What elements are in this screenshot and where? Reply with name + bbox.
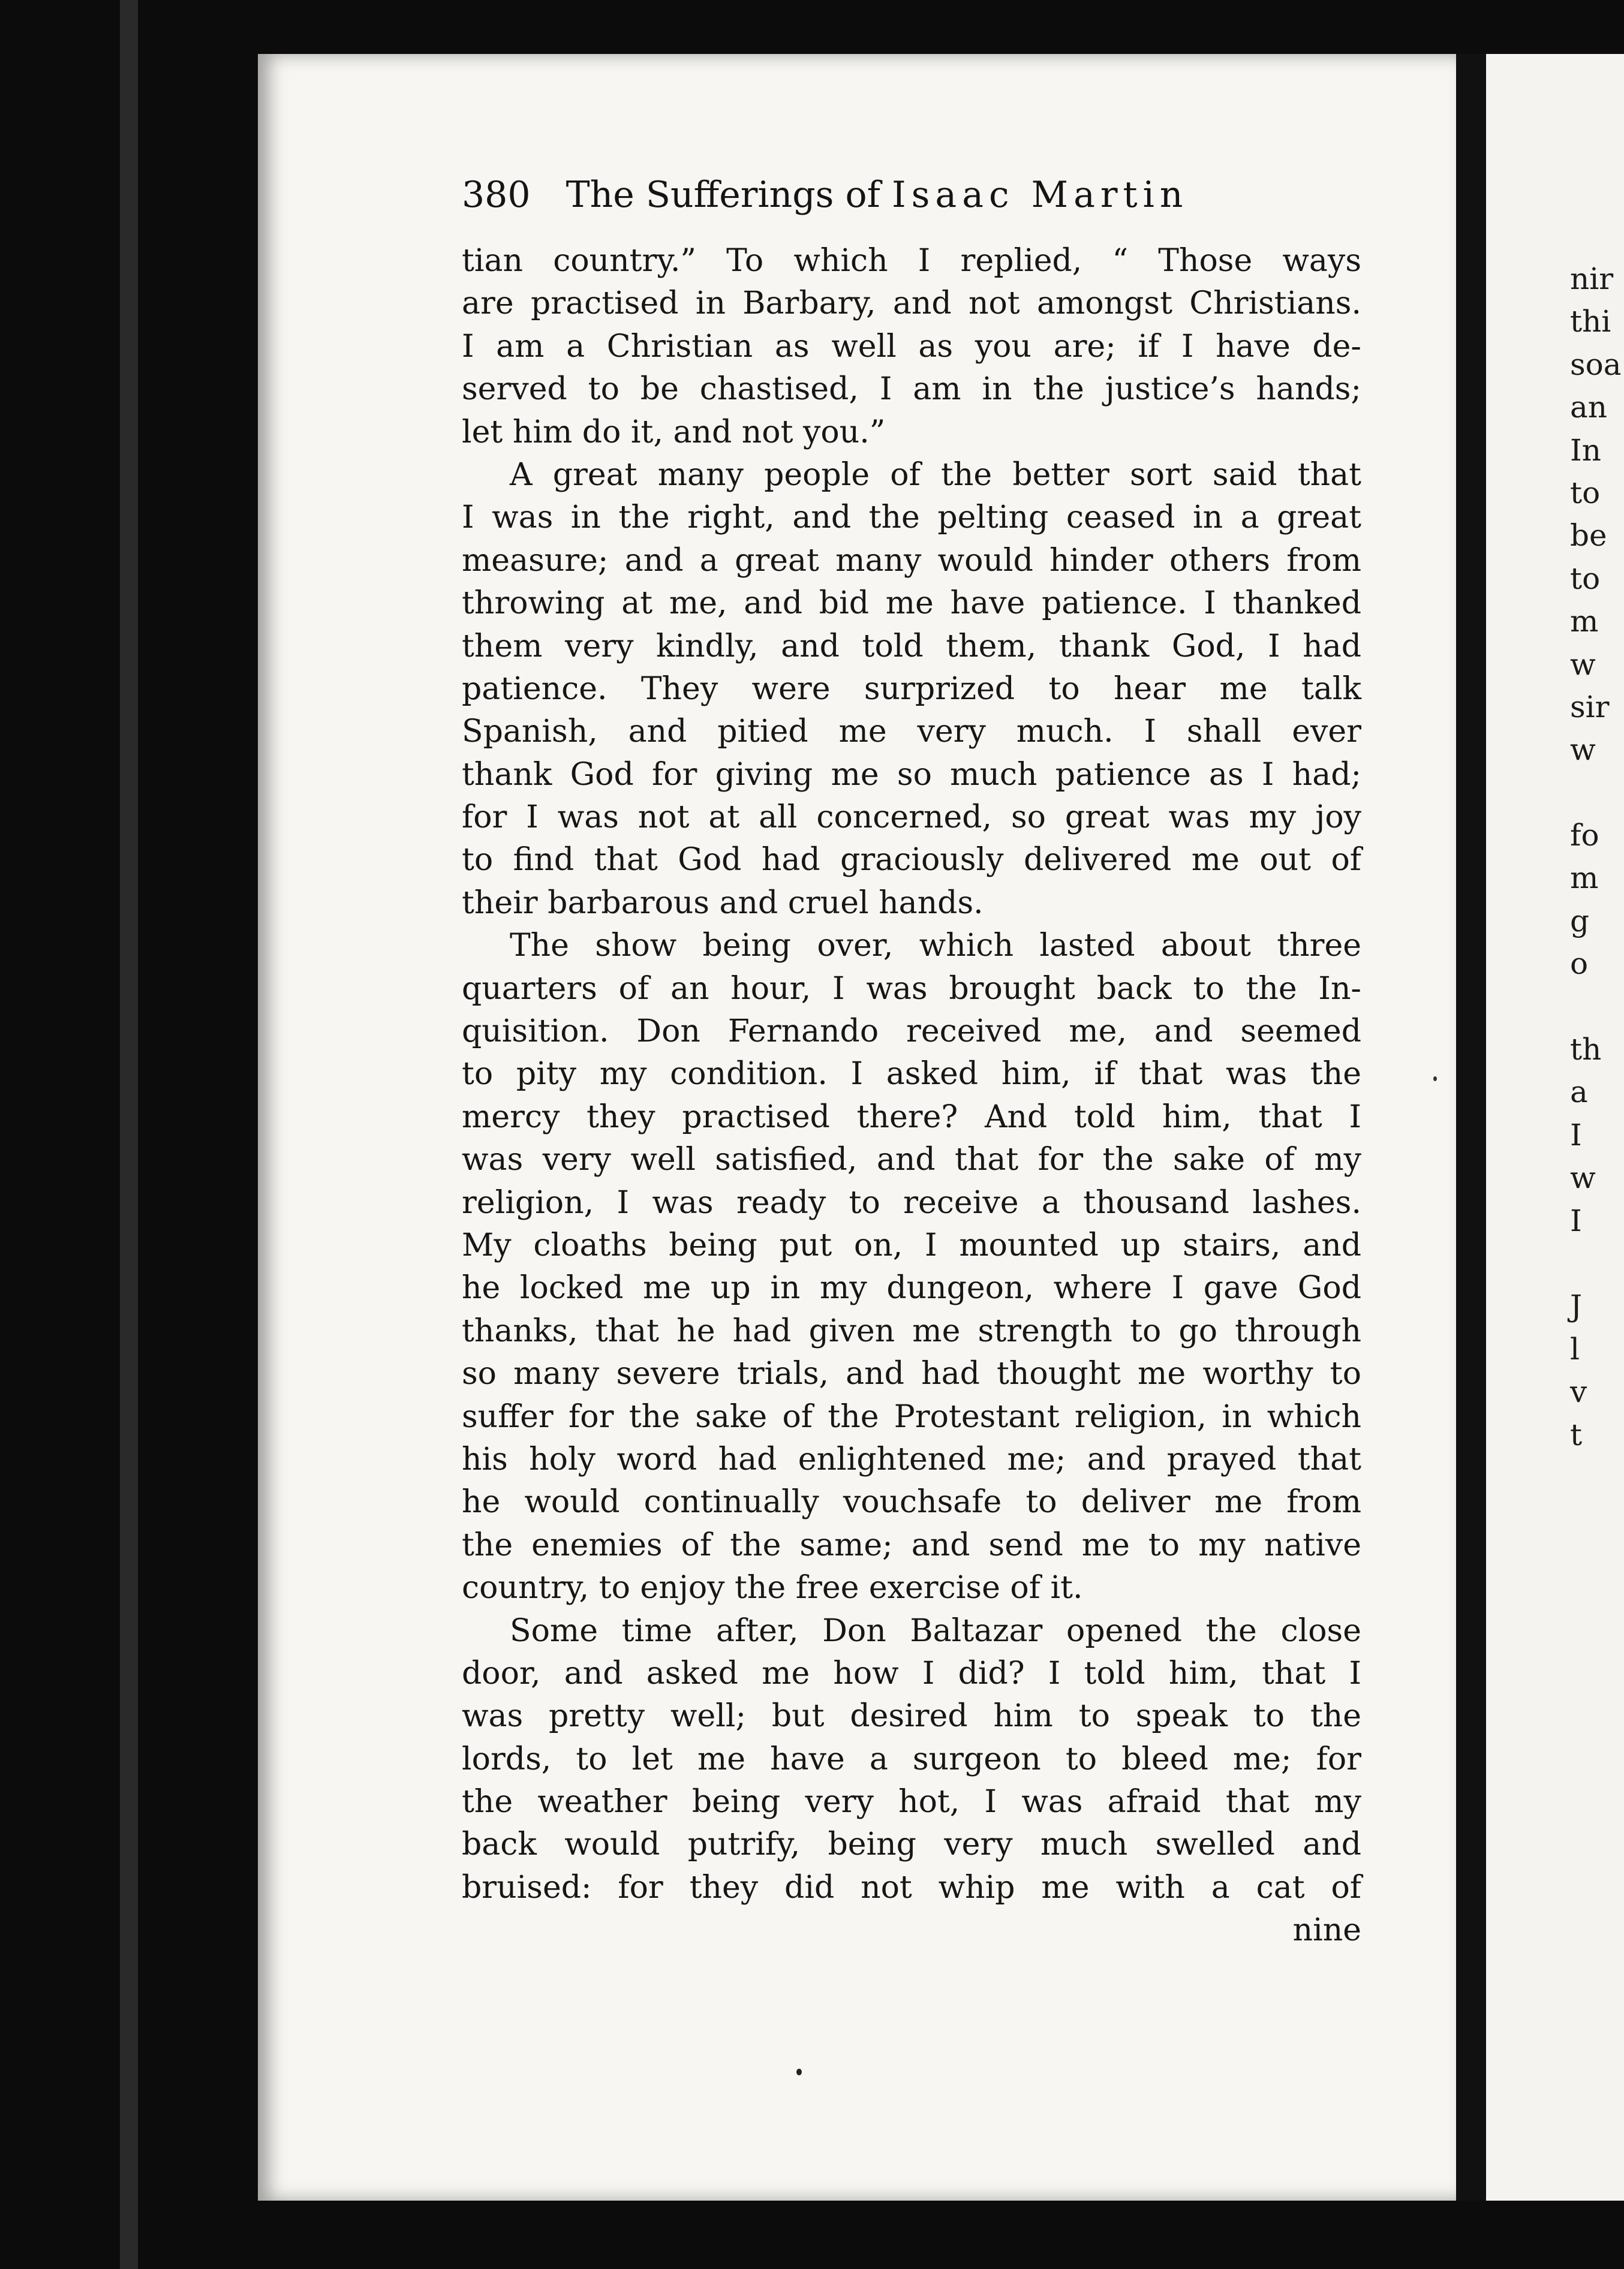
fragment: o — [1570, 946, 1589, 982]
fragment — [1570, 772, 1618, 814]
page-gutter — [1456, 54, 1486, 2201]
text-line: he locked me up in my dungeon, where I gave God — [462, 1270, 1361, 1307]
text-line: quisition. Don Fernando received me, and seemed — [462, 1013, 1361, 1050]
text-line: throwing at me, and bid me have patience. I thanked — [462, 585, 1361, 622]
running-head — [462, 174, 1241, 234]
text-line: thank God for giving me so much patience as I had; — [462, 756, 1361, 793]
text-line: for I was not at all concerned, so great was my joy — [462, 799, 1361, 836]
fragment: nir — [1570, 261, 1614, 296]
text-line: mercy they practised there? And told him, that I — [462, 1099, 1361, 1135]
fragment: fo — [1570, 818, 1599, 853]
text-line: Spanish, and pitied me very much. I shall ever — [462, 714, 1361, 750]
fragment: an — [1570, 390, 1608, 425]
fragment: soa — [1570, 347, 1622, 382]
fragment: In — [1570, 432, 1601, 468]
text-line: to find that God had graciously delivered me out of — [462, 842, 1361, 878]
body-text — [462, 240, 1361, 1952]
right-page-fragments — [1570, 258, 1622, 1457]
paragraph-start-line: A great many people of the better sort said that — [510, 456, 1361, 493]
text-line: are practised in Barbary, and not amongst Christians. — [462, 285, 1361, 322]
text-line: tian country.” To which I replied, “ Those ways — [462, 243, 1361, 279]
text-line: measure; and a great many would hinder others from — [462, 542, 1361, 579]
text-line: religion, I was ready to receive a thousand lashes. — [462, 1184, 1361, 1221]
fragment: th — [1570, 1032, 1602, 1067]
fragment — [1570, 1242, 1618, 1285]
text-line: served to be chastised, I am in the justice’s hands; — [462, 371, 1361, 408]
fragment: to — [1570, 475, 1601, 510]
fragment: sir — [1570, 689, 1610, 724]
text-line: patience. They were surprized to hear me talk — [462, 670, 1361, 707]
ink-speck — [796, 2069, 802, 2075]
ink-speck — [1433, 1076, 1437, 1081]
text-line: so many severe trials, and had thought me worthy to — [462, 1356, 1361, 1392]
fragment: m — [1570, 860, 1599, 896]
catchword: nine — [1292, 1912, 1361, 1949]
text-line: thanks, that he had given me strength to go through — [462, 1313, 1361, 1349]
page-number: 380 — [462, 174, 531, 216]
text-line: I was in the right, and the pelting ceased in a great — [462, 499, 1361, 536]
text-line: their barbarous and cruel hands. — [462, 884, 984, 921]
fragment: t — [1570, 1417, 1583, 1452]
text-line: the enemies of the same; and send me to my native — [462, 1527, 1361, 1563]
text-line: he would continually vouchsafe to deliver me from — [462, 1484, 1361, 1521]
text-line: them very kindly, and told them, thank God, I had — [462, 628, 1361, 664]
text-line: was pretty well; but desired him to speak to the — [462, 1698, 1361, 1735]
binding-edge — [120, 0, 138, 2269]
text-line: I am a Christian as well as you are; if I have de- — [462, 328, 1361, 365]
fragment: m — [1570, 604, 1599, 639]
fragment: w — [1570, 646, 1596, 682]
fragment: v — [1570, 1374, 1587, 1410]
running-head-name: Isaac Martin — [891, 174, 1189, 216]
fragment: I — [1570, 1117, 1582, 1152]
fragment: w — [1570, 732, 1596, 768]
fragment: a — [1570, 1075, 1588, 1110]
text-line: bruised: for they did not whip me with a cat of — [462, 1869, 1361, 1906]
text-line: lords, to let me have a surgeon to bleed me; for — [462, 1741, 1361, 1777]
running-head-title: The Sufferings of — [566, 174, 880, 216]
text-line: country, to enjoy the free exercise of it. — [462, 1570, 1083, 1606]
fragment: I — [1570, 1203, 1582, 1238]
text-line: suffer for the sake of the Protestant religion, in which — [462, 1398, 1361, 1435]
text-line: was very well satisfied, and that for the sake of my — [462, 1142, 1361, 1178]
fragment: g — [1570, 903, 1590, 938]
paragraph-start-line: The show being over, which lasted about three — [510, 928, 1361, 964]
fragment: be — [1570, 518, 1607, 553]
fragment: thi — [1570, 304, 1611, 339]
text-line: door, and asked me how I did? I told him, that I — [462, 1655, 1361, 1692]
text-line: quarters of an hour, I was brought back to the In- — [462, 970, 1361, 1007]
text-line: let him do it, and not you.” — [462, 414, 886, 450]
fragment — [1570, 986, 1618, 1028]
text-line: to pity my condition. I asked him, if that was the — [462, 1056, 1361, 1093]
fragment: l — [1570, 1331, 1580, 1367]
text-line: My cloaths being put on, I mounted up stairs, and — [462, 1227, 1361, 1263]
fragment: to — [1570, 561, 1601, 596]
text-line: his holy word had enlightened me; and prayed that — [462, 1441, 1361, 1477]
text-line: the weather being very hot, I was afraid that my — [462, 1784, 1361, 1820]
text-line: back would putrify, being very much swelled and — [462, 1826, 1361, 1863]
fragment: w — [1570, 1160, 1596, 1196]
paragraph-start-line: Some time after, Don Baltazar opened the close — [510, 1612, 1361, 1649]
fragment: J — [1570, 1289, 1583, 1324]
